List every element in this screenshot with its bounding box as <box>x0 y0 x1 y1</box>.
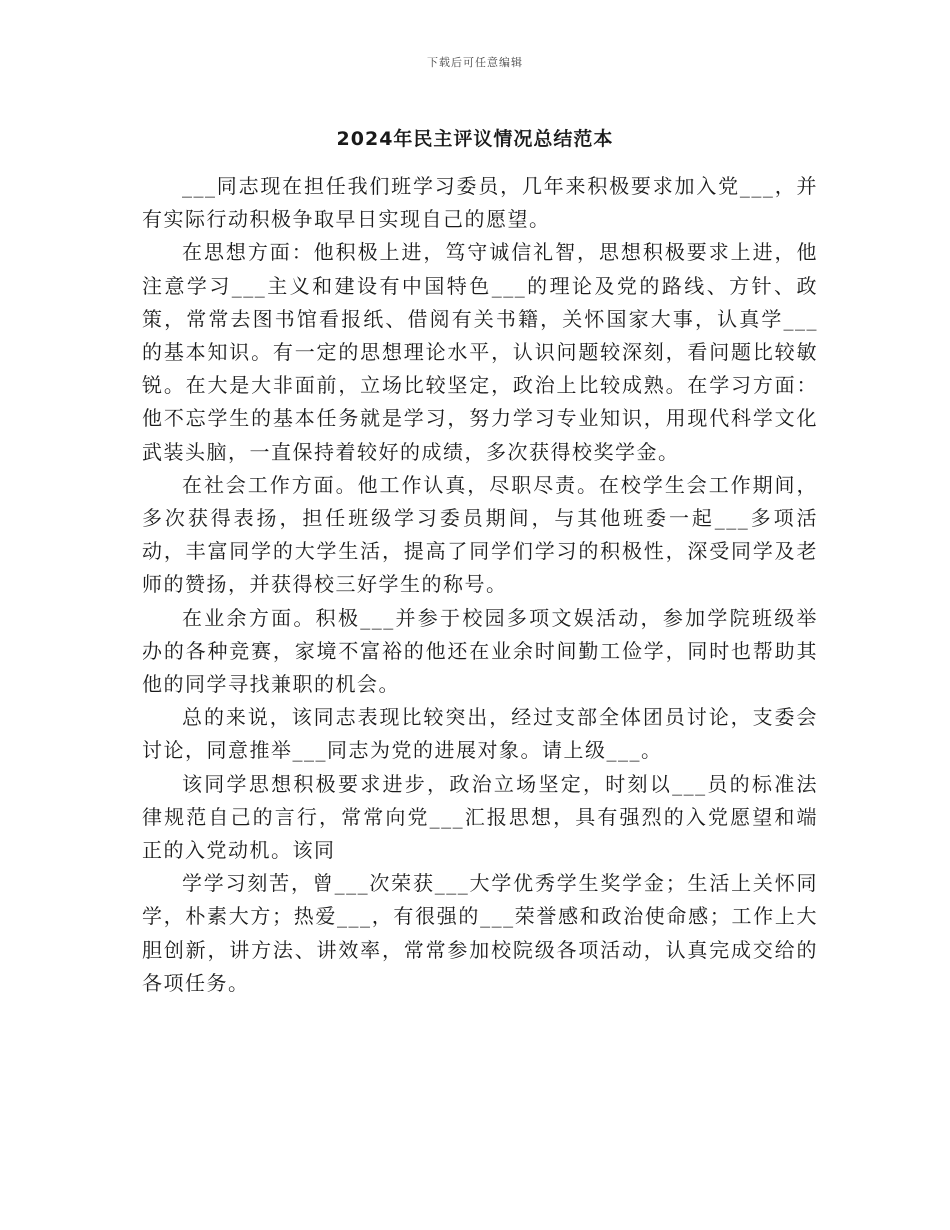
paragraph: 在社会工作方面。他工作认真，尽职尽责。在校学生会工作期间，多次获得表扬，担任班级学习委员期间，与其他班委一起___多项活动，丰富同学的大学生活，提高了同学们学习的积极性，深受同学及老师的赞扬，并获得校三好学生的称号。 <box>142 472 818 597</box>
paragraph: 在业余方面。积极___并参于校园多项文娱活动，参加学院班级举办的各种竞赛，家境不富裕的他还在业余时间勤工俭学，同时也帮助其他的同学寻找兼职的机会。 <box>142 605 818 697</box>
paragraph: 学学习刻苦，曾___次荣获___大学优秀学生奖学金；生活上关怀同学，朴素大方；热爱___，有很强的___荣誉感和政治使命感；工作上大胆创新，讲方法、讲效率，常常参加校院级各项活动，认真完成交给的各项任务。 <box>142 871 818 995</box>
paragraph: ___同志现在担任我们班学习委员，几年来积极要求加入党___，并有实际行动积极争取早日实现自己的愿望。 <box>142 174 818 232</box>
paragraph: 总的来说，该同志表现比较突出，经过支部全体团员讨论，支委会讨论，同意推举___同志为党的进展对象。请上级___。 <box>142 705 818 763</box>
paragraph: 在思想方面：他积极上进，笃守诚信礼智，思想积极要求上进，他注意学习___主义和建设有中国特色___的理论及党的路线、方针、政策，常常去图书馆看报纸、借阅有关书籍，关怀国家大事，认真学___的基本知识。有一定的思想理论水平，认识问题较深刻，看问题比较敏锐。在大是大非面前，立场比较坚定，政治上比较成熟。在学习方面：他不忘学生的基本任务就是学习，努力学习专业知识，用现代科学文化武装头脑，一直保持着较好的成绩，多次获得校奖学金。 <box>142 240 818 464</box>
header-note: 下载后可任意编辑 <box>427 56 523 69</box>
paragraph: 该同学思想积极要求进步，政治立场坚定，时刻以___员的标准法律规范自己的言行，常常向党___汇报思想，具有强烈的入党愿望和端正的入党动机。该同 <box>142 771 818 863</box>
document-body <box>142 170 818 1000</box>
document-title: 2024年民主评议情况总结范本 <box>336 128 614 150</box>
